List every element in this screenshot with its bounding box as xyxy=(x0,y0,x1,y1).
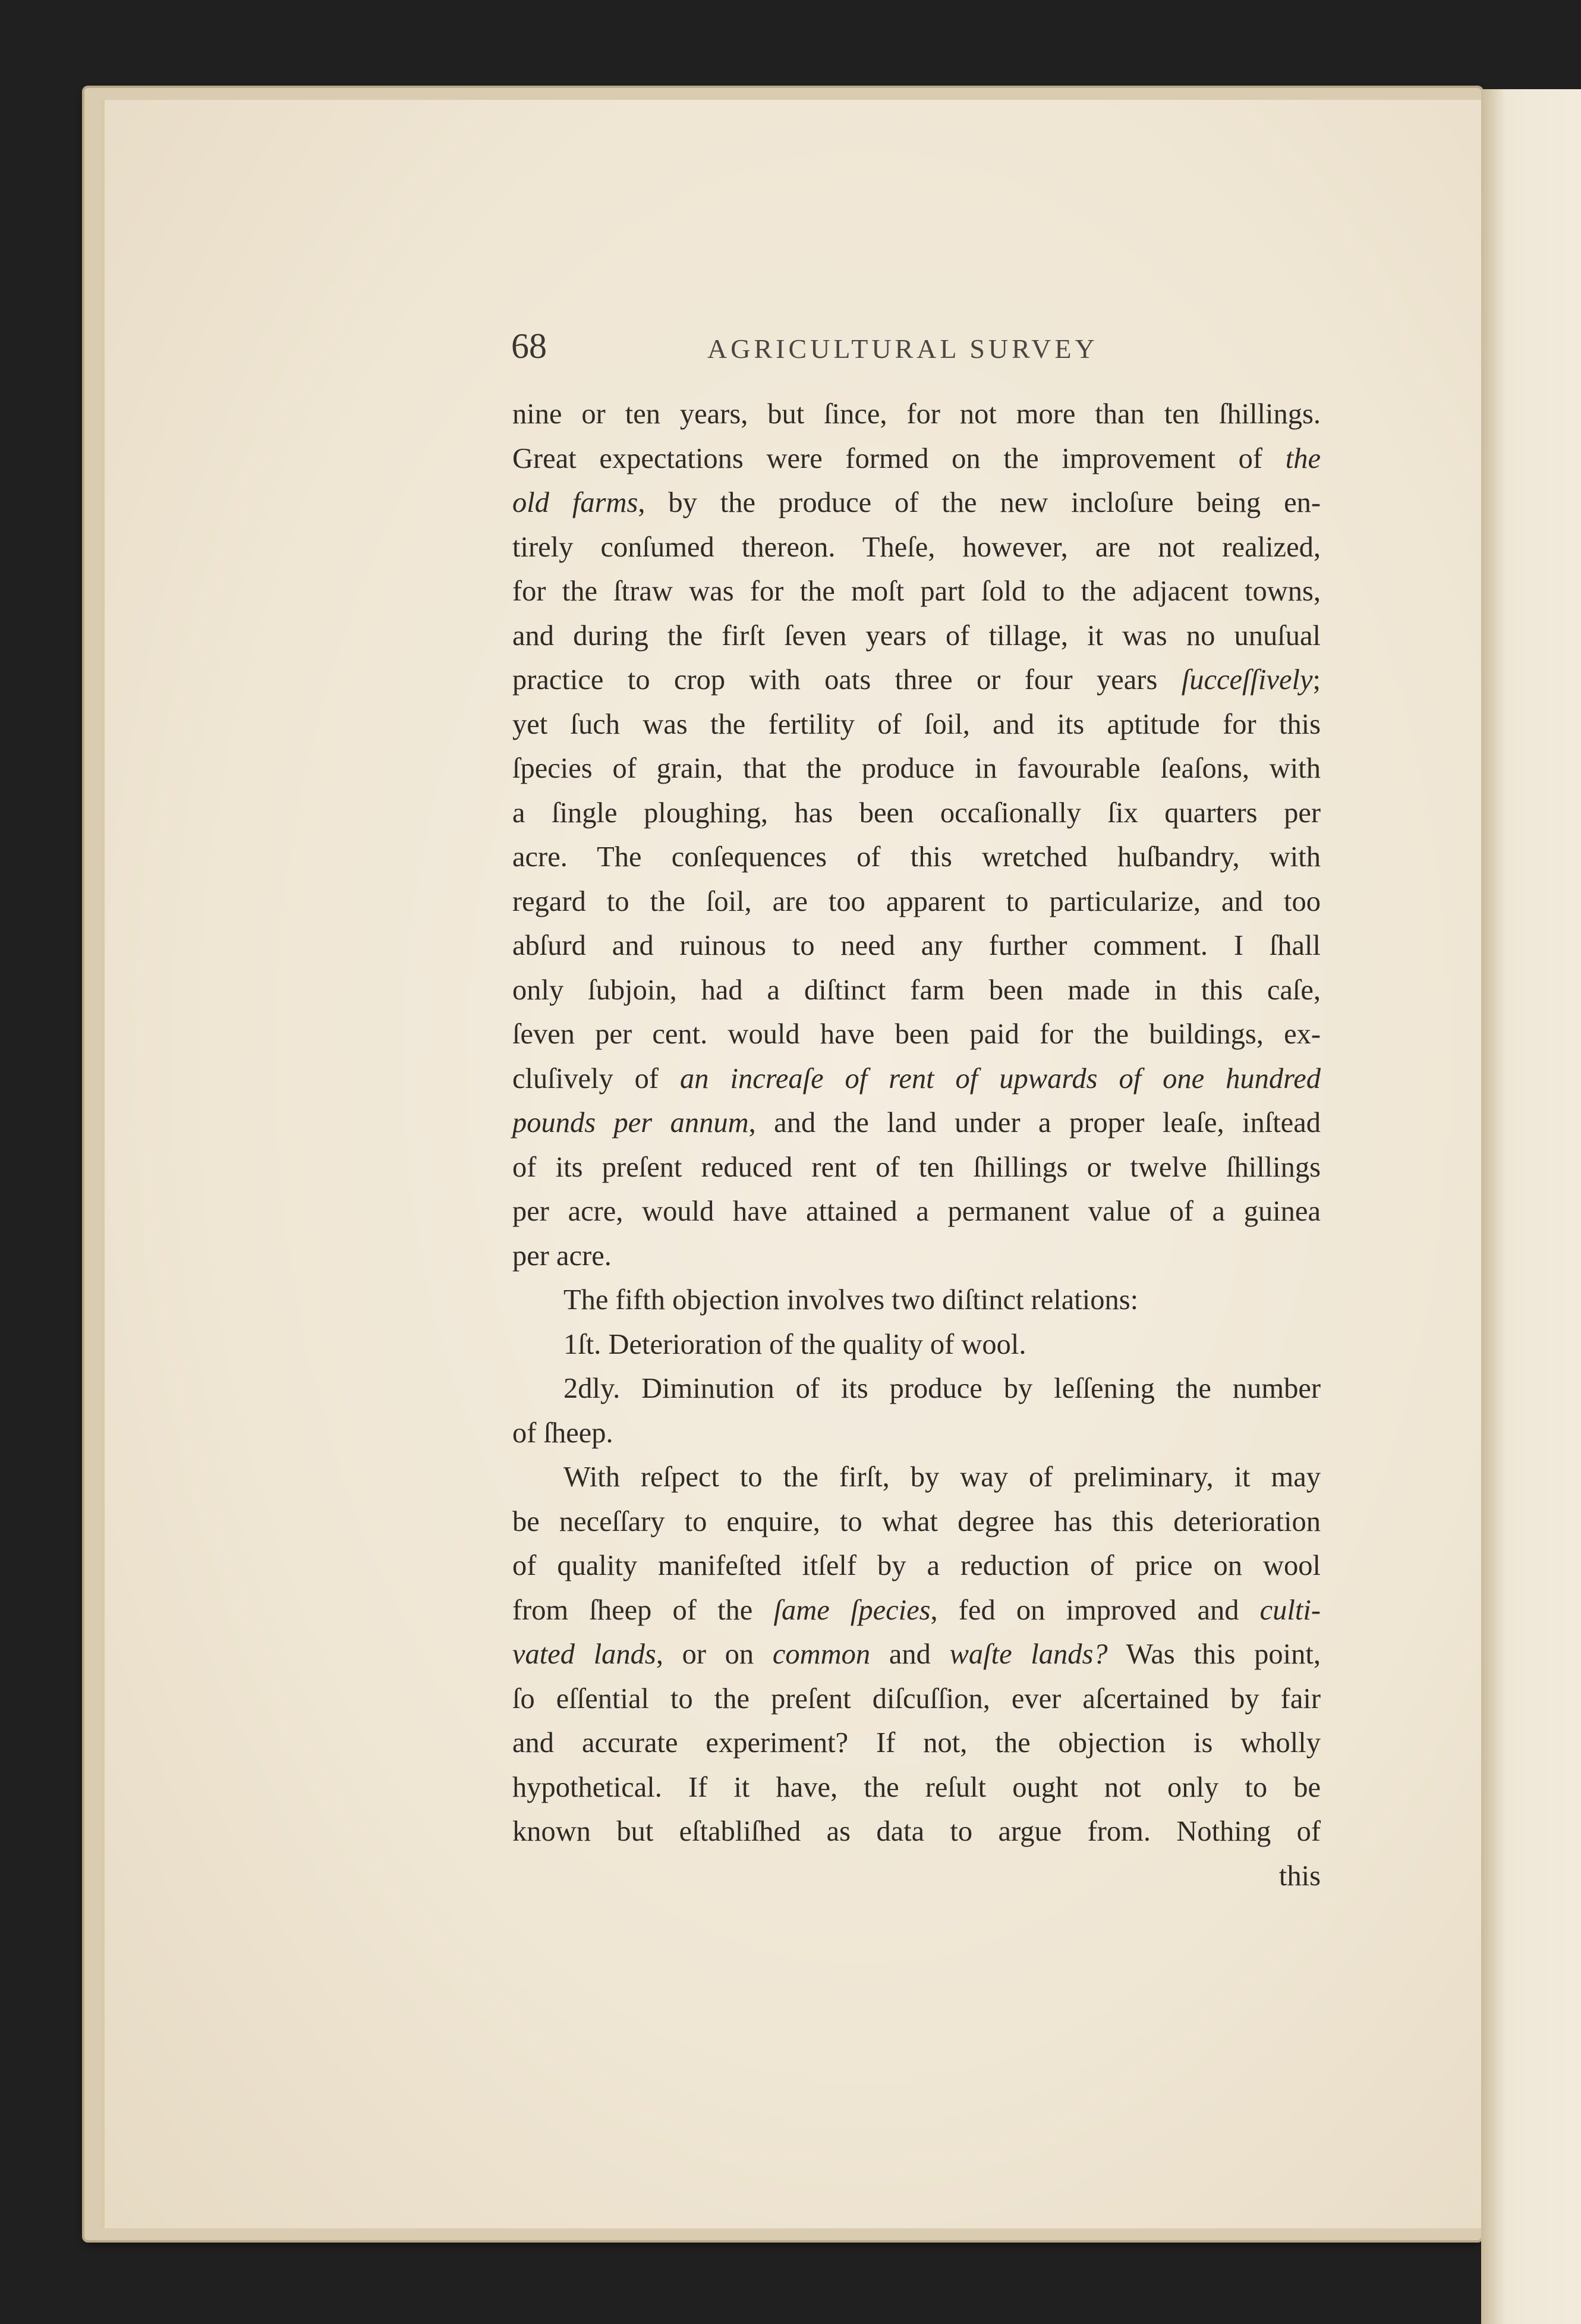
italic-text: common xyxy=(772,1639,871,1670)
italic-text: pounds per annum xyxy=(512,1107,749,1139)
text-line xyxy=(512,526,1321,570)
italic-text: vated lands xyxy=(512,1639,656,1670)
text-run: and xyxy=(870,1639,950,1670)
text-line xyxy=(512,1766,1321,1810)
text-line xyxy=(512,1411,1321,1456)
text-run: a ſingle ploughing, has been occaſionally ſix quarters per xyxy=(512,797,1321,829)
body-text xyxy=(512,392,1321,1898)
text-line xyxy=(512,1633,1321,1677)
text-line xyxy=(512,835,1321,880)
text-line xyxy=(512,1810,1321,1854)
text-line xyxy=(512,658,1321,703)
text-line xyxy=(512,614,1321,659)
text-line xyxy=(512,1146,1321,1190)
text-run: , fed on improved and xyxy=(930,1594,1260,1626)
text-line xyxy=(512,392,1321,437)
italic-text: old farms xyxy=(512,487,638,518)
text-line xyxy=(512,437,1321,482)
text-run: , or on xyxy=(656,1639,773,1670)
italic-text: culti- xyxy=(1259,1594,1321,1626)
text-line xyxy=(512,968,1321,1013)
text-run: 2dly. Diminution of its produce by leſſening the number xyxy=(563,1373,1321,1404)
text-run: of ſheep. xyxy=(512,1417,613,1449)
text-run: known but eſtabliſhed as data to argue from. Nothing of xyxy=(512,1816,1321,1847)
text-run: and accurate experiment? If not, the objection is wholly xyxy=(512,1727,1321,1759)
text-run: for the ſtraw was for the moſt part ſold to the adjacent towns, xyxy=(512,576,1321,607)
text-run: ; xyxy=(1312,664,1321,696)
running-head xyxy=(511,326,1129,373)
text-line xyxy=(512,747,1321,791)
text-line xyxy=(512,1854,1321,1899)
text-run: per acre, would have attained a permanent value of a guinea xyxy=(512,1196,1321,1227)
text-run: ſo eſſential to the preſent diſcuſſion, ever aſcertained by fair xyxy=(512,1683,1321,1715)
text-run: nine or ten years, but ſince, for not more than ten ſhillings. xyxy=(512,398,1321,430)
italic-text: an increaſe of rent of upwards of one hundred xyxy=(680,1062,1321,1095)
text-line xyxy=(512,1367,1321,1411)
text-line xyxy=(512,1057,1321,1102)
text-run: , and the land under a proper leaſe, inſtead xyxy=(748,1107,1321,1139)
italic-text: the xyxy=(1285,442,1321,474)
page-number: 68 xyxy=(511,326,547,366)
text-run: practice to crop with oats three or four years xyxy=(512,664,1182,696)
text-run: 1ſt. Deterioration of the quality of wool. xyxy=(563,1328,1026,1360)
text-line xyxy=(512,1500,1321,1545)
running-title: AGRICULTURAL SURVEY xyxy=(707,334,1098,364)
text-run: regard to the ſoil, are too apparent to particularize, and too xyxy=(512,885,1321,917)
text-line xyxy=(512,1190,1321,1234)
text-line xyxy=(512,924,1321,968)
text-run: of its preſent reduced rent of ten ſhillings or twelve ſhillings xyxy=(512,1151,1321,1183)
text-line xyxy=(512,1677,1321,1722)
text-line xyxy=(512,1278,1321,1323)
text-line xyxy=(512,1012,1321,1057)
italic-text: waſte lands? xyxy=(949,1639,1108,1670)
text-run: ſpecies of grain, that the produce in favourable ſeaſons, with xyxy=(512,753,1321,784)
text-run: this xyxy=(1278,1860,1321,1892)
text-run: of quality manifeſted itſelf by a reduction of price on wool xyxy=(512,1550,1321,1581)
text-run: cluſively of xyxy=(512,1062,681,1095)
text-run: only ſubjoin, had a diſtinct farm been made in this caſe, xyxy=(512,974,1321,1006)
italic-text: ſame ſpecies xyxy=(773,1594,931,1626)
text-run: tirely conſumed thereon. Theſe, however, are not realized, xyxy=(512,531,1321,563)
text-run: , by the produce of the new incloſure being en- xyxy=(638,487,1321,518)
text-run: acre. The conſequences of this wretched huſbandry, with xyxy=(512,841,1321,873)
text-line xyxy=(512,703,1321,747)
text-line xyxy=(512,791,1321,836)
text-line xyxy=(512,1721,1321,1766)
text-line xyxy=(512,1101,1321,1146)
text-line xyxy=(512,1455,1321,1500)
text-line xyxy=(512,570,1321,614)
facing-page-edge xyxy=(1481,89,1581,2324)
text-run: be neceſſary to enquire, to what degree has this deterioration xyxy=(512,1505,1321,1537)
text-run: With reſpect to the firſt, by way of preliminary, it may xyxy=(563,1461,1321,1493)
text-run: hypothetical. If it have, the reſult ought not only to be xyxy=(512,1771,1321,1803)
text-run: The fifth objection involves two diſtinct relations: xyxy=(563,1284,1139,1316)
text-run: yet ſuch was the fertility of ſoil, and its aptitude for this xyxy=(512,708,1321,740)
italic-text: ſucceſſively xyxy=(1181,664,1313,696)
text-line xyxy=(512,481,1321,526)
text-run: from ſheep of the xyxy=(512,1594,774,1626)
text-line xyxy=(512,1589,1321,1633)
text-run: abſurd and ruinous to need any further comment. I ſhall xyxy=(512,930,1321,961)
text-line xyxy=(512,1544,1321,1589)
text-run: Great expectations were formed on the improvement of xyxy=(512,442,1286,474)
text-line xyxy=(512,880,1321,924)
text-run: ſeven per cent. would have been paid for the buildings, ex- xyxy=(512,1018,1321,1050)
text-run: Was this point, xyxy=(1107,1639,1321,1670)
text-line xyxy=(512,1234,1321,1279)
text-line xyxy=(512,1323,1321,1367)
text-run: and during the firſt ſeven years of tillage, it was no unuſual xyxy=(512,619,1321,652)
text-run: per acre. xyxy=(512,1240,612,1272)
